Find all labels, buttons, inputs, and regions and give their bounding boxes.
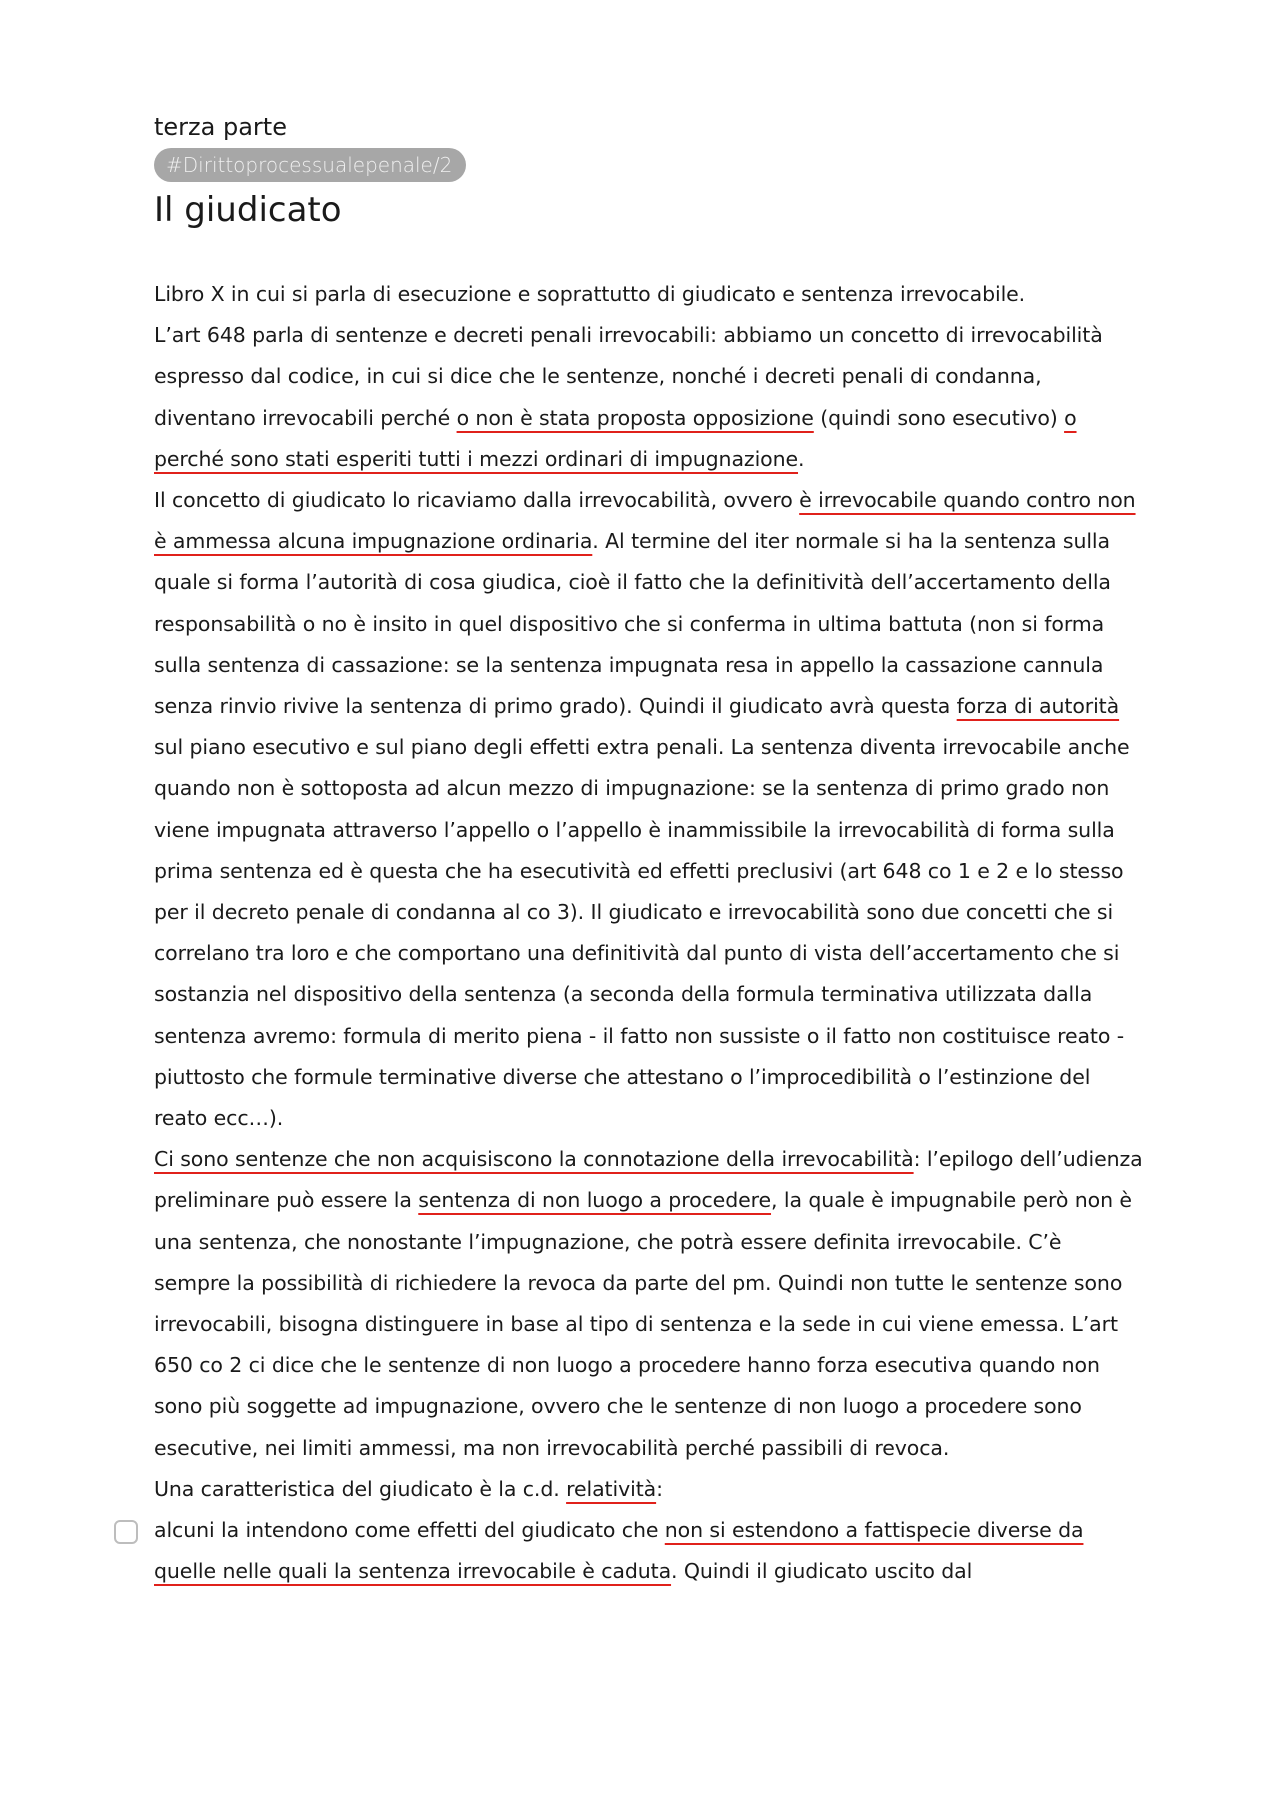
text-segment: , la quale è impugnabile però non è una sentenza, che nonostante l’impugnazione, che potrà essere definita irrevocabile. C’è sempre la possibilità di richiedere la revoca da parte del pm. Quindi non tutte le sentenze sono irrevocabili, bisogna distinguere in base al tipo di sentenza e la sede in cui viene emessa. L’art 650 co 2 ci dice che le sentenze di non luogo a procedere hanno forza esecutiva quando non sono più soggette ad impugnazione, ovvero che le sentenze di non luogo a procedere sono esecutive, nei limiti ammessi, ma non irrevocabilità perché passibili di revoca. [154,1188,1132,1460]
underlined-text: non si estendono a fattispecie diverse da quelle nelle quali la sentenza irrevocabile è caduta [154,1518,1084,1584]
text-segment: Una caratteristica del giudicato è la c.d. [154,1476,567,1501]
underlined-text: relatività [566,1476,657,1501]
underlined-text: o perché sono stati esperiti tutti i mezzi ordinari di impugnazione [154,405,1077,471]
text-segment: . Al termine del iter normale si ha la sentenza sulla quale si forma l’autorità di cosa giudica, cioè il fatto che la definitività dell’accertamento della responsabilità o no è insito in quel dispositivo che si conferma in ultima battuta (non si forma sulla sentenza di cassazione: se la sentenza impugnata resa in appello la cassazione cannula senza rinvio rivive la sentenza di primo grado). Quindi il giudicato avrà questa [154,529,1111,719]
text-segment: . Quindi il giudicato uscito dal [671,1559,973,1584]
text-segment: alcuni la intendono come effetti del giudicato che [154,1518,665,1543]
paragraph [154,1139,1144,1469]
text-segment: Il concetto di giudicato lo ricaviamo dalla irrevocabilità, ovvero [154,488,800,513]
checklist-item [154,1510,1144,1592]
underlined-text: o non è stata proposta opposizione [456,405,814,430]
document-page [154,110,1144,1593]
paragraph [154,1469,1144,1510]
task-checkbox[interactable] [114,1520,138,1544]
underlined-text: è irrevocabile quando contro non è ammessa alcuna impugnazione ordinaria [154,488,1136,554]
page-title: Il giudicato [154,190,342,230]
paragraph [154,274,1144,315]
paragraph [154,315,1144,480]
text-segment: (quindi sono esecutivo) [813,405,1065,430]
text-segment: L’art 648 parla di sentenze e decreti penali irrevocabili: abbiamo un concetto di irrevocabilità espresso dal codice, in cui si dice che le sentenze, nonché i decreti penali di condanna, diventano irrevocabili perché [154,323,1103,430]
text-segment: . [798,446,805,471]
text-segment: : [656,1476,663,1501]
paragraph [154,480,1144,1139]
underlined-text: Ci sono sentenze che non acquisiscono la connotazione della irrevocabilità [154,1147,914,1172]
text-segment: : l’epilogo dell’udienza preliminare può essere la [154,1147,1143,1213]
text-segment: Libro X in cui si parla di esecuzione e soprattutto di giudicato e sentenza irrevocabile. [154,282,1026,306]
document-subtitle: terza parte [154,113,287,141]
underlined-text: forza di autorità [956,694,1120,719]
text-segment: sul piano esecutivo e sul piano degli effetti extra penali. La sentenza diventa irrevocabile anche quando non è sottoposta ad alcun mezzo di impugnazione: se la sentenza di primo grado non viene impugnata attraverso l’appello o l’appello è inammissibile la irrevocabilità di forma sulla prima sentenza ed è questa che ha esecutività ed effetti preclusivi (art 648 co 1 e 2 e lo stesso per il decreto penale di condanna al co 3). Il giudicato e irrevocabilità sono due concetti che si correlano tra loro e che comportano una definitività dal punto di vista dell’accertamento che si sostanzia nel dispositivo della sentenza (a seconda della formula terminativa utilizzata dalla sentenza avremo: formula di merito piena - il fatto non sussiste o il fatto non costituisce reato - piuttosto che formule terminative diverse che attestano o l’improcedibilità o l’estinzione del reato ecc…). [154,735,1130,1131]
hashtag-badge[interactable]: #Dirittoprocessualepenale/2 [154,148,466,182]
underlined-text: sentenza di non luogo a procedere [418,1188,772,1213]
document-body [154,274,1144,1593]
